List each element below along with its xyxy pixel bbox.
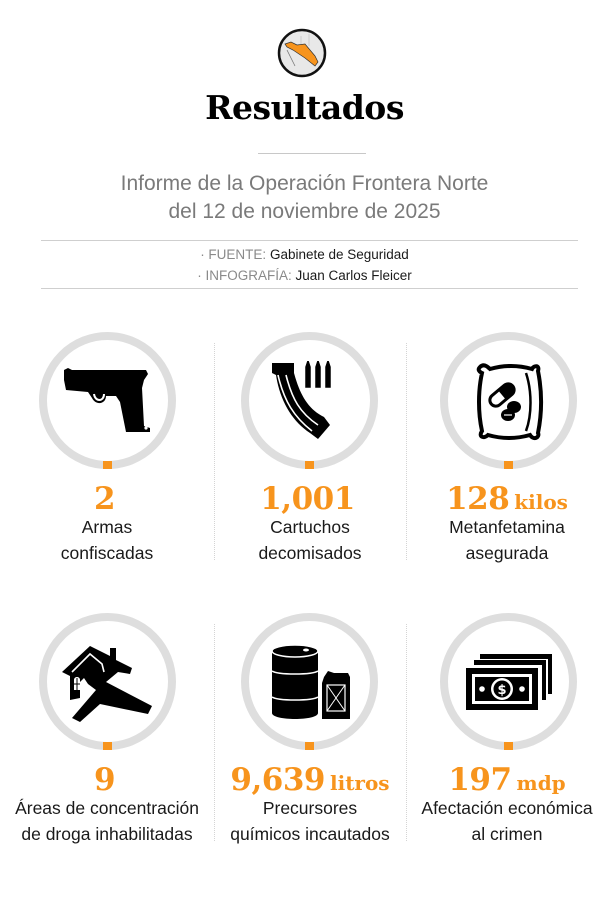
stat-card-precursors	[214, 613, 406, 853]
drug-sack-icon	[474, 361, 544, 441]
stat-label: Metanfetamina asegurada	[449, 517, 565, 563]
svg-text:$: $	[496, 682, 507, 698]
credits	[0, 244, 609, 286]
accent-tick	[103, 461, 112, 469]
accent-tick	[504, 461, 513, 469]
credits-top-rule	[41, 240, 578, 241]
credit-infographic-value: Juan Carlos Fleicer	[295, 268, 412, 283]
stat-value: 128 kilos	[446, 481, 568, 517]
accent-tick	[103, 742, 112, 750]
stat-value: 2	[93, 481, 116, 517]
mexico-map-icon	[277, 28, 327, 78]
icon-ring	[241, 613, 378, 750]
stat-value: 197 mdp	[448, 762, 566, 798]
stat-card-economic	[411, 613, 603, 853]
stat-label: Precursores químicos incautados	[230, 798, 390, 844]
stat-value: 9,639 litros	[230, 762, 390, 798]
accent-tick	[305, 461, 314, 469]
stat-card-cartridges	[214, 332, 406, 572]
credit-source-value: Gabinete de Seguridad	[269, 247, 409, 262]
credit-source-key: · FUENTE:	[200, 247, 267, 262]
barrel-jerrycan-icon	[268, 643, 352, 721]
page-title: Resultados	[205, 88, 404, 127]
subtitle	[0, 170, 609, 226]
stat-card-meth	[411, 332, 603, 572]
credit-infographic	[0, 265, 609, 286]
stat-card-areas	[11, 613, 203, 853]
stat-value: 9	[93, 762, 116, 798]
stat-card-weapons	[11, 332, 203, 572]
stat-label: Afectación económica al crimen	[421, 798, 593, 844]
accent-tick	[305, 742, 314, 750]
credits-bottom-rule	[41, 288, 578, 289]
subtitle-line-1: Informe de la Operación Frontera Norte	[120, 172, 489, 195]
icon-ring	[39, 613, 176, 750]
credit-infographic-key: · INFOGRAFÍA:	[197, 268, 292, 283]
ammo-magazine-icon	[270, 361, 350, 441]
cash-icon	[466, 654, 552, 710]
accent-tick	[504, 742, 513, 750]
icon-ring	[440, 613, 577, 750]
credit-source	[0, 244, 609, 265]
house-icon	[60, 642, 156, 722]
icon-ring	[241, 332, 378, 469]
title-divider	[258, 153, 366, 154]
stat-value: 1,001	[260, 481, 355, 517]
pistol-icon	[62, 366, 154, 436]
stat-label: Armas confiscadas	[60, 517, 154, 563]
subtitle-line-2: del 12 de noviembre de 2025	[168, 200, 441, 223]
stat-label: Cartuchos decomisados	[258, 517, 362, 563]
icon-ring	[39, 332, 176, 469]
stat-label: Áreas de concentración de droga inhabilitadas	[15, 798, 199, 844]
icon-ring	[440, 332, 577, 469]
